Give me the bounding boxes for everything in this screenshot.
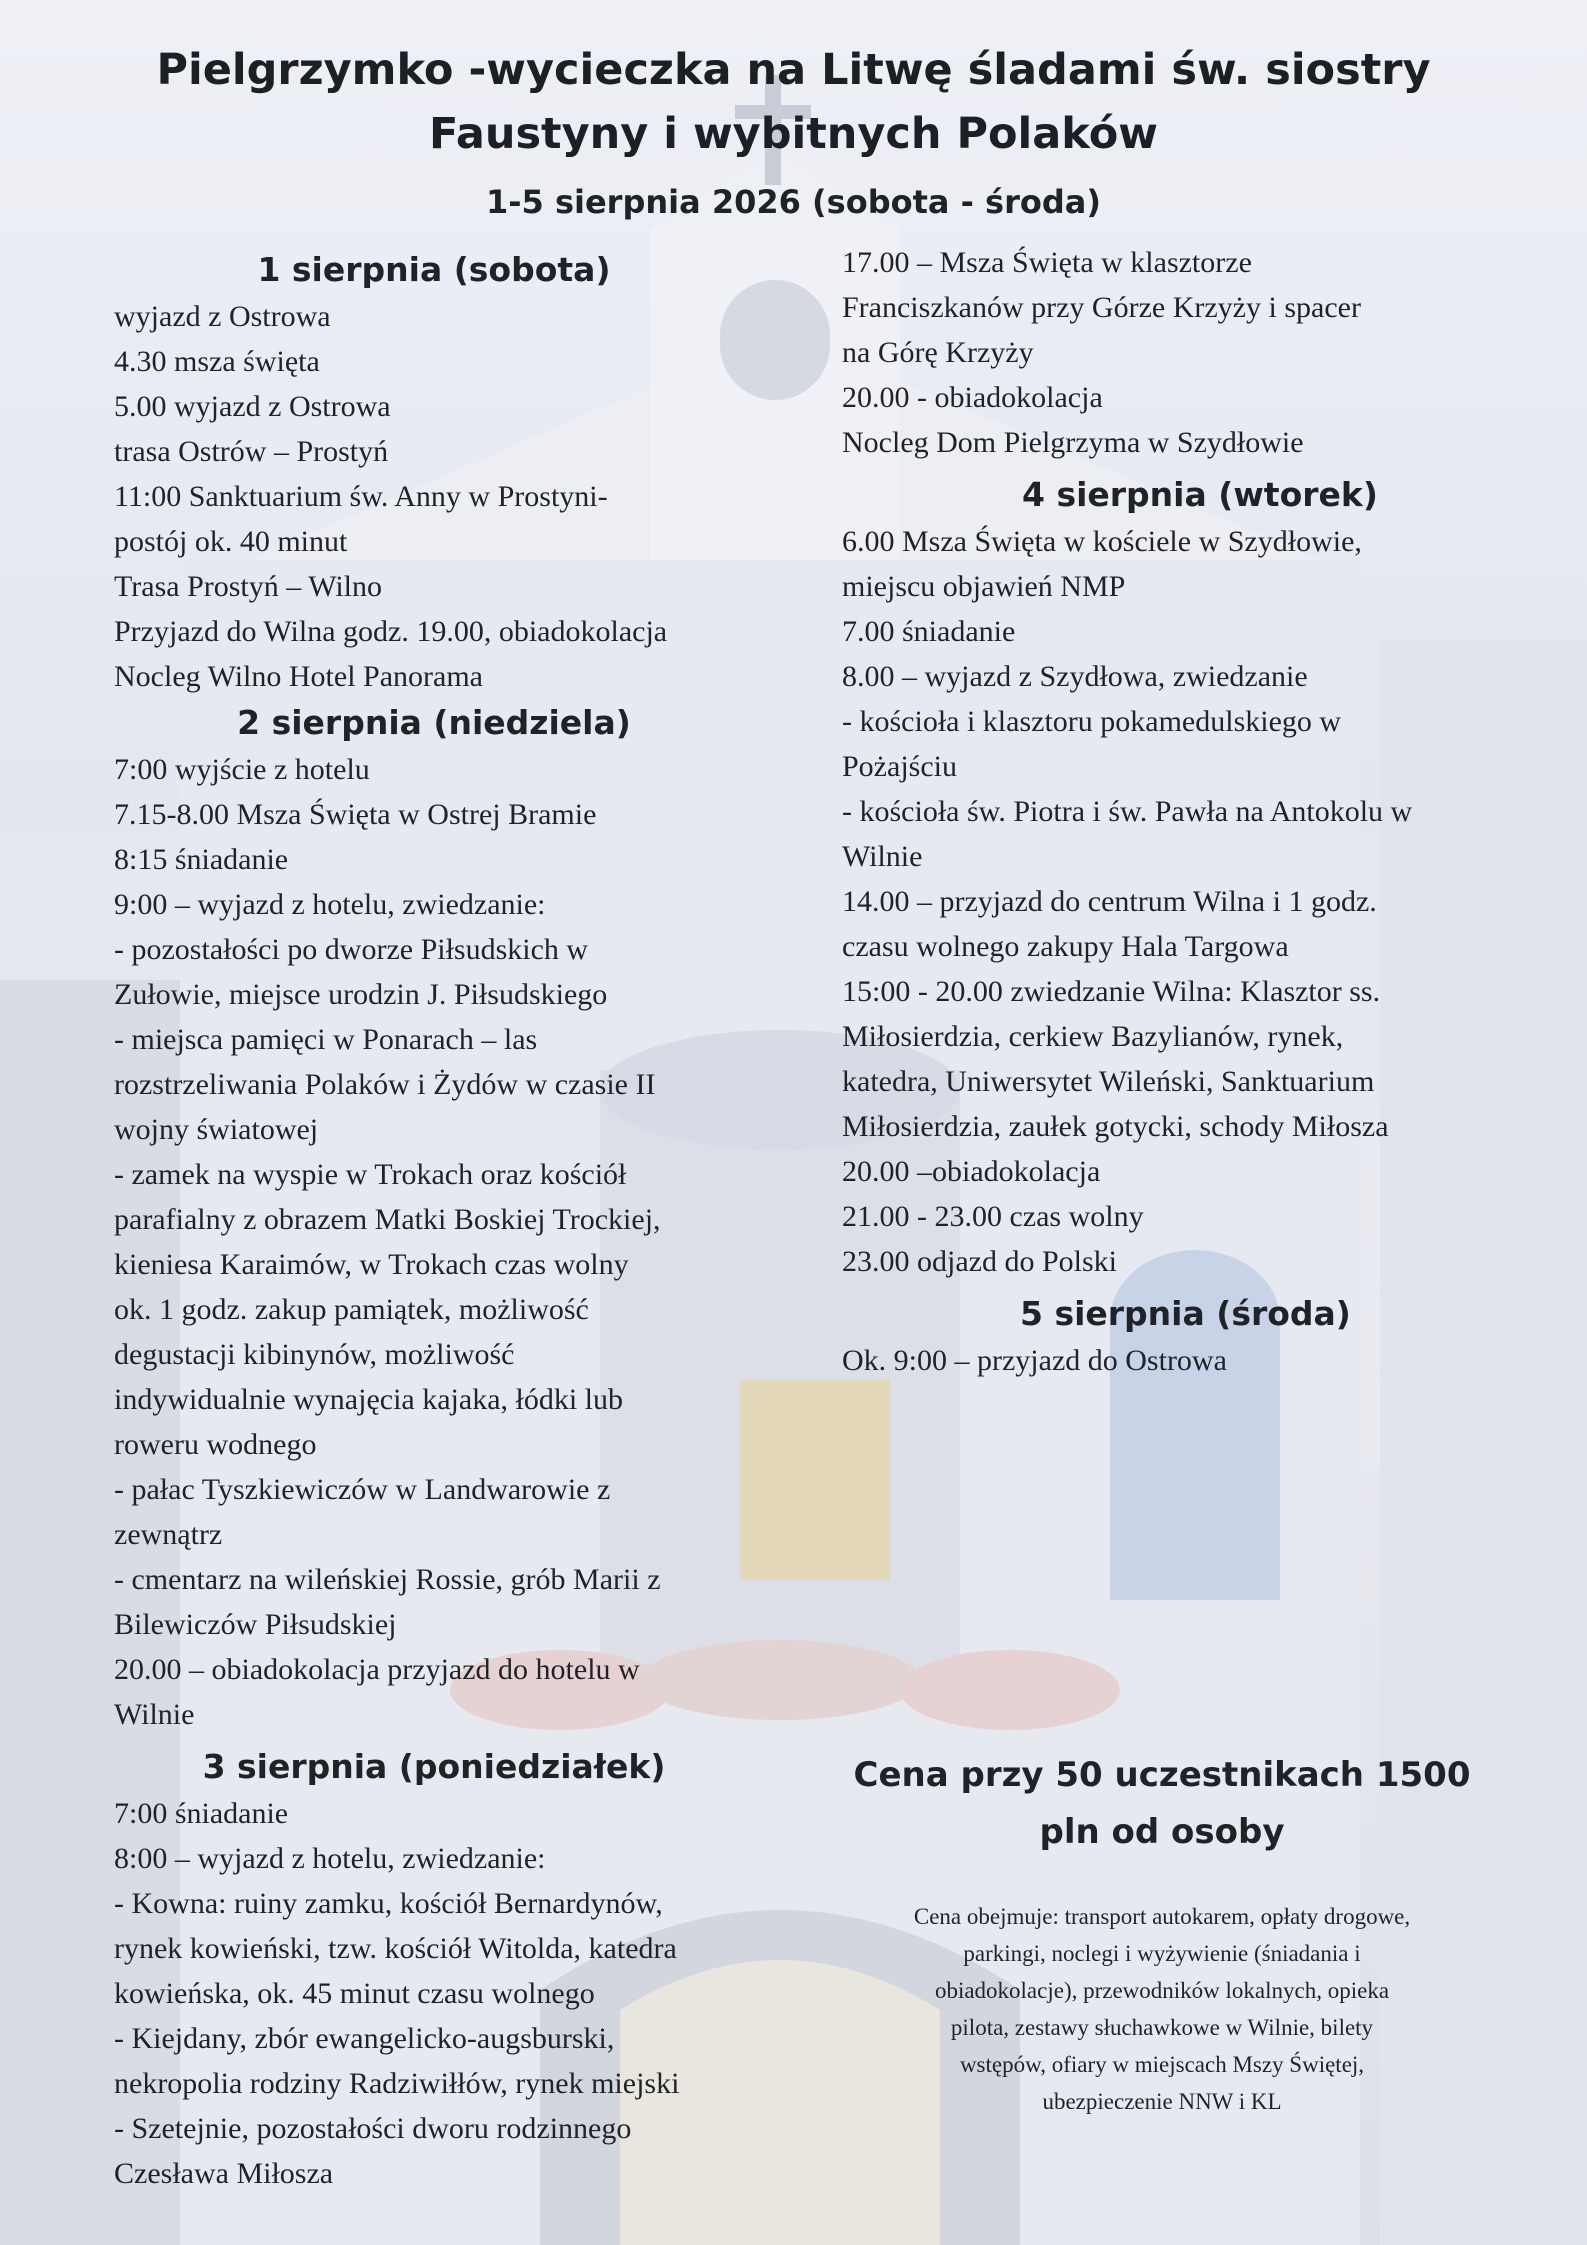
price-line-2: pln od osoby [1039,1812,1285,1852]
schedule-line: 20.00 –obiadokolacja [842,1155,1101,1188]
schedule-line: - kościoła i klasztoru pokamedulskiego w [842,705,1342,738]
schedule-line: 11:00 Sanktuarium św. Anny w Prostyni- [114,480,608,513]
schedule-line: - pozostałości po dworze Piłsudskich w [114,933,589,966]
schedule-line: Przyjazd do Wilna godz. 19.00, obiadokolacja [114,615,668,648]
includes-line: wstępów, ofiary w miejscach Mszy Świętej, [959,2052,1365,2077]
schedule-line: czasu wolnego zakupy Hala Targowa [842,930,1289,963]
schedule-line: - Kiejdany, zbór ewangelicko-augsburski, [114,2022,615,2055]
schedule-line: Zułowie, miejsce urodzin J. Piłsudskiego [114,978,608,1011]
schedule-line: 6.00 Msza Święta w kościele w Szydłowie, [842,525,1362,558]
right-column [842,240,1562,1383]
schedule-line: degustacji kibinynów, możliwość [114,1338,515,1371]
schedule-line: Nocleg Dom Pielgrzyma w Szydłowie [842,426,1304,459]
day-5-section [842,1290,1562,1383]
schedule-line: 9:00 – wyjazd z hotelu, zwiedzanie: [114,888,546,921]
day-3-heading: 3 sierpnia (poniedziałek) [202,1747,666,1786]
day-3-section [114,1743,754,2196]
schedule-line: 5.00 wyjazd z Ostrowa [114,390,391,423]
schedule-line: zewnątrz [114,1518,223,1551]
price-includes [842,1898,1482,2120]
schedule-line: 7:00 wyjście z hotelu [114,753,370,786]
schedule-line: - zamek na wyspie w Trokach oraz kościół [114,1158,627,1191]
title-line-1: Pielgrzymko -wycieczka na Litwę śladami św. siostry [156,45,1431,95]
schedule-line: 8:15 śniadanie [114,843,289,876]
schedule-line: 21.00 - 23.00 czas wolny [842,1200,1144,1233]
schedule-line: - Szetejnie, pozostałości dworu rodzinnego [114,2112,632,2145]
schedule-line: ok. 1 godz. zakup pamiątek, możliwość [114,1293,589,1326]
schedule-line: rynek kowieński, tzw. kościół Witolda, katedra [114,1932,677,1965]
schedule-line: kieniesa Karaimów, w Trokach czas wolny [114,1248,629,1281]
schedule-line: 23.00 odjazd do Polski [842,1245,1117,1278]
day-1-heading: 1 sierpnia (sobota) [257,250,611,289]
schedule-line: 7:00 śniadanie [114,1797,289,1830]
schedule-line: trasa Ostrów – Prostyń [114,435,389,468]
schedule-line: Bilewiczów Piłsudskiej [114,1608,397,1641]
day-1-section [114,246,754,699]
day-2-section [114,699,754,1737]
schedule-line: - pałac Tyszkiewiczów w Landwarowie z [114,1473,611,1506]
schedule-line: parafialny z obrazem Matki Boskiej Trockiej, [114,1203,661,1236]
day-4-section [842,471,1562,1284]
schedule-line: 20.00 - obiadokolacja [842,381,1103,414]
schedule-line: katedra, Uniwersytet Wileński, Sanktuarium [842,1065,1375,1098]
page-title [0,38,1587,166]
day-5-heading: 5 sierpnia (środa) [1020,1294,1351,1333]
schedule-line: wojny światowej [114,1113,319,1146]
schedule-line: 20.00 – obiadokolacja przyjazd do hotelu w [114,1653,640,1686]
schedule-line: - Kowna: ruiny zamku, kościół Bernardynów, [114,1887,663,1920]
schedule-line: Trasa Prostyń – Wilno [114,570,382,603]
day-4-heading: 4 sierpnia (wtorek) [1022,475,1378,514]
schedule-line: Ok. 9:00 – przyjazd do Ostrowa [842,1344,1227,1377]
includes-line: Cena obejmuje: transport autokarem, opłaty drogowe, [913,1904,1411,1929]
schedule-line: 8:00 – wyjazd z hotelu, zwiedzanie: [114,1842,546,1875]
schedule-line: - cmentarz na wileńskiej Rossie, grób Marii z [114,1563,661,1596]
schedule-line: indywidualnie wynajęcia kajaka, łódki lub [114,1383,624,1416]
day-3-continued [842,240,1562,465]
schedule-line: - miejsca pamięci w Ponarach – las [114,1023,538,1056]
schedule-line: Nocleg Wilno Hotel Panorama [114,660,483,693]
schedule-line: wyjazd z Ostrowa [114,300,331,333]
schedule-line: Miłosierdzia, zaułek gotycki, schody Miłosza [842,1110,1389,1143]
includes-line: obiadokolacje), przewodników lokalnych, opieka [934,1978,1390,2003]
schedule-line: rozstrzeliwania Polaków i Żydów w czasie II [114,1068,656,1101]
schedule-line: Wilnie [114,1698,195,1731]
schedule-line: 8.00 – wyjazd z Szydłowa, zwiedzanie [842,660,1308,693]
schedule-line: kowieńska, ok. 45 minut czasu wolnego [114,1977,595,2010]
schedule-line: 14.00 – przyjazd do centrum Wilna i 1 godz. [842,885,1377,918]
title-line-2: Faustyny i wybitnych Polaków [428,109,1159,159]
left-column [114,246,754,2196]
schedule-line: 17.00 – Msza Święta w klasztorze [842,246,1252,279]
price-line-1: Cena przy 50 uczestnikach 1500 [853,1755,1471,1795]
trip-dates: 1-5 sierpnia 2026 (sobota - środa) [486,183,1101,221]
schedule-line: na Górę Krzyży [842,336,1034,369]
schedule-line: miejscu objawień NMP [842,570,1126,603]
price-info [842,1747,1482,1861]
includes-line: pilota, zestawy słuchawkowe w Wilnie, bilety [950,2015,1374,2040]
schedule-line: 15:00 - 20.00 zwiedzanie Wilna: Klasztor ss. [842,975,1381,1008]
schedule-line: postój ok. 40 minut [114,525,348,558]
includes-line: ubezpieczenie NNW i KL [1042,2089,1282,2114]
schedule-line: Franciszkanów przy Górze Krzyży i spacer [842,291,1361,324]
schedule-line: Wilnie [842,840,923,873]
includes-line: parkingi, noclegi i wyżywienie (śniadania i [963,1941,1361,1966]
schedule-line: Miłosierdzia, cerkiew Bazylianów, rynek, [842,1020,1344,1053]
schedule-line: Pożajściu [842,750,957,783]
schedule-line: nekropolia rodziny Radziwiłłów, rynek miejski [114,2067,680,2100]
day-2-heading: 2 sierpnia (niedziela) [237,703,631,742]
schedule-line: Czesława Miłosza [114,2157,334,2190]
schedule-line: 4.30 msza święta [114,345,320,378]
schedule-line: 7.15-8.00 Msza Święta w Ostrej Bramie [114,798,597,831]
schedule-line: roweru wodnego [114,1428,317,1461]
schedule-line: 7.00 śniadanie [842,615,1016,648]
schedule-line: - kościoła św. Piotra i św. Pawła na Antokolu w [842,795,1413,828]
